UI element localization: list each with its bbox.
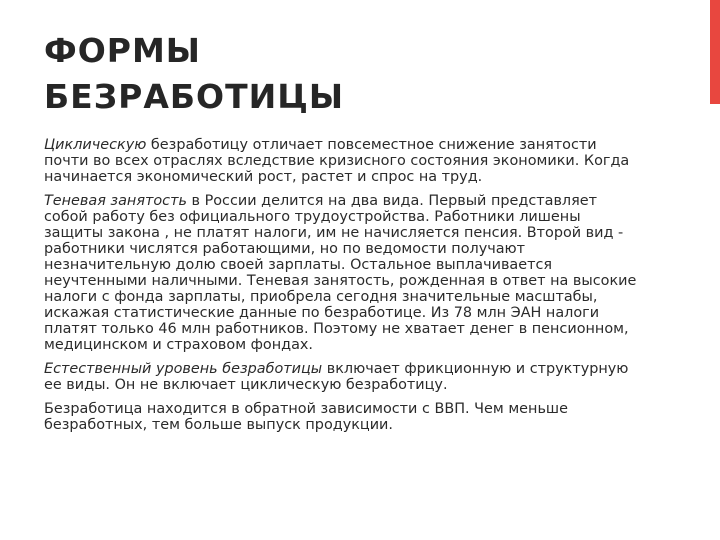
paragraph-natural-rate — [44, 361, 644, 393]
paragraph-cyclical — [44, 137, 644, 185]
paragraph-text: в России делится на два вида. Первый представляет собой работу без официального трудоустройства. Работники лишены защиты закона , не платят налоги, им не начисляется пенсия. Второй вид - работники числятся работающими, но по ведомости получают незначительную долю своей зарплаты. Остальное выплачивается неучтенными наличными. Теневая занятость, рожденная в ответ на высокие налоги с фонда зарплаты, приобрела сегодня значительные масштабы, искажая статистические данные по безработице. Из 78 млн ЭАН налоги платят только 46 млн работников. Поэтому не хватает денег в пенсионном, медицинском и страховом фондах. — [44, 193, 637, 353]
term-shadow-employment: Теневая занятость — [44, 193, 187, 209]
accent-bar — [710, 0, 720, 104]
slide-body — [44, 137, 644, 441]
term-cyclical: Циклическую — [44, 137, 147, 153]
paragraph-text: включает фрикционную и структурную ее виды. Он не включает циклическую безработицу. — [44, 361, 629, 393]
title-line-1: ФОРМЫ — [44, 31, 201, 70]
term-natural-rate: Естественный уровень безработицы — [44, 361, 323, 377]
paragraph-text: безработицу отличает повсеместное снижение занятости почти во всех отраслях вследствие кризисного состояния экономики. Когда начинается экономический рост, растет и спрос на труд. — [44, 137, 630, 185]
paragraph-text: Безработица находится в обратной зависимости с ВВП. Чем меньше безработных, тем больше выпуск продукции. — [44, 401, 568, 433]
slide-title — [44, 28, 644, 120]
paragraph-gdp — [44, 401, 644, 433]
title-line-2: БЕЗРАБОТИЦЫ — [44, 77, 345, 116]
paragraph-shadow-employment — [44, 193, 644, 353]
